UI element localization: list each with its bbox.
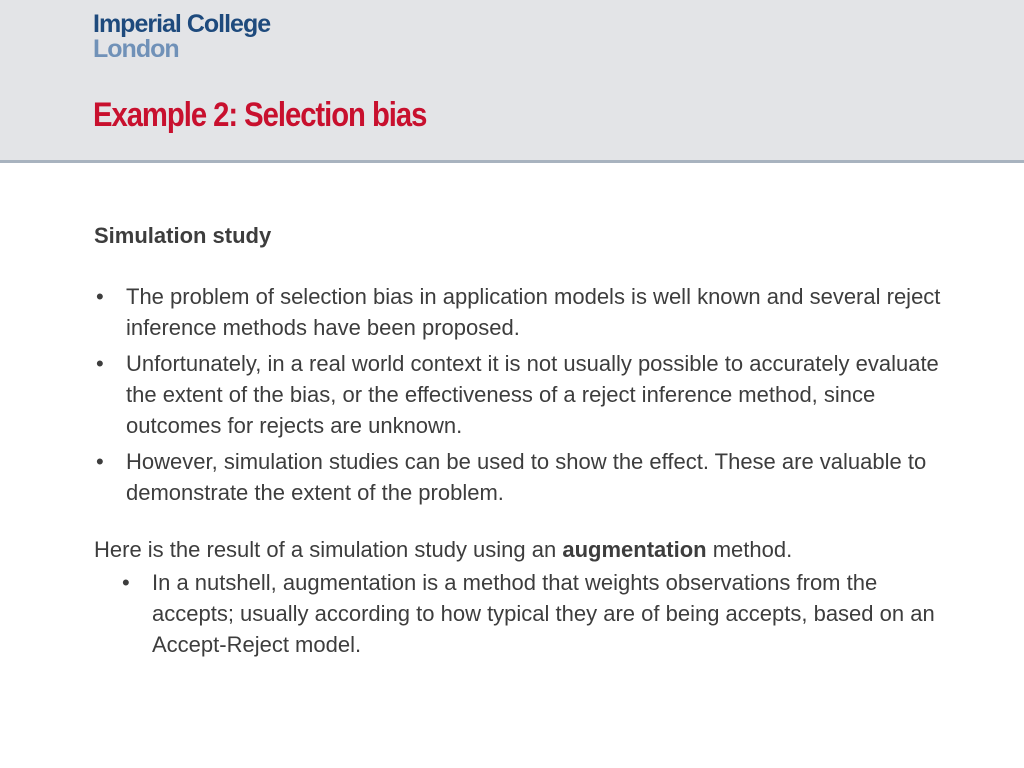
logo-line-2: London xyxy=(93,35,179,63)
bullet-item xyxy=(94,348,954,441)
bullet-icon: • xyxy=(96,284,104,309)
sub-bullet-list xyxy=(94,567,954,660)
bullet-item xyxy=(94,281,954,343)
bullet-list xyxy=(94,281,954,508)
bullet-text: Unfortunately, in a real world context it is not usually possible to accurately evaluate the extent of the bias, or the effectiveness of a reject inference method, since outcomes for rejects are unknown. xyxy=(126,351,939,438)
bullet-icon: • xyxy=(96,449,104,474)
sub-bullet-item xyxy=(120,567,954,660)
bullet-text: However, simulation studies can be used to show the effect. These are valuable to demonstrate the extent of the problem. xyxy=(126,449,927,505)
intro-paragraph xyxy=(94,534,954,565)
intro-emphasis: augmentation xyxy=(562,537,707,562)
intro-text-after: method. xyxy=(706,537,793,562)
bullet-text: The problem of selection bias in application models is well known and several reject inference methods have been proposed. xyxy=(126,284,941,340)
imperial-college-logo xyxy=(93,12,270,62)
slide-header xyxy=(0,0,1024,163)
intro-text-before: Here is the result of a simulation study using an xyxy=(94,537,563,562)
sub-bullet-text: In a nutshell, augmentation is a method that weights observations from the accepts; usually according to how typical they are of being accepts, based on an Accept-Reject model. xyxy=(152,570,935,657)
logo-line-1: Imperial College xyxy=(93,10,271,38)
bullet-icon: • xyxy=(122,570,130,595)
slide-content xyxy=(94,220,954,660)
bullet-icon: • xyxy=(96,351,104,376)
slide-title: Example 2: Selection bias xyxy=(93,96,427,134)
bullet-item xyxy=(94,446,954,508)
section-heading: Simulation study xyxy=(94,223,272,248)
